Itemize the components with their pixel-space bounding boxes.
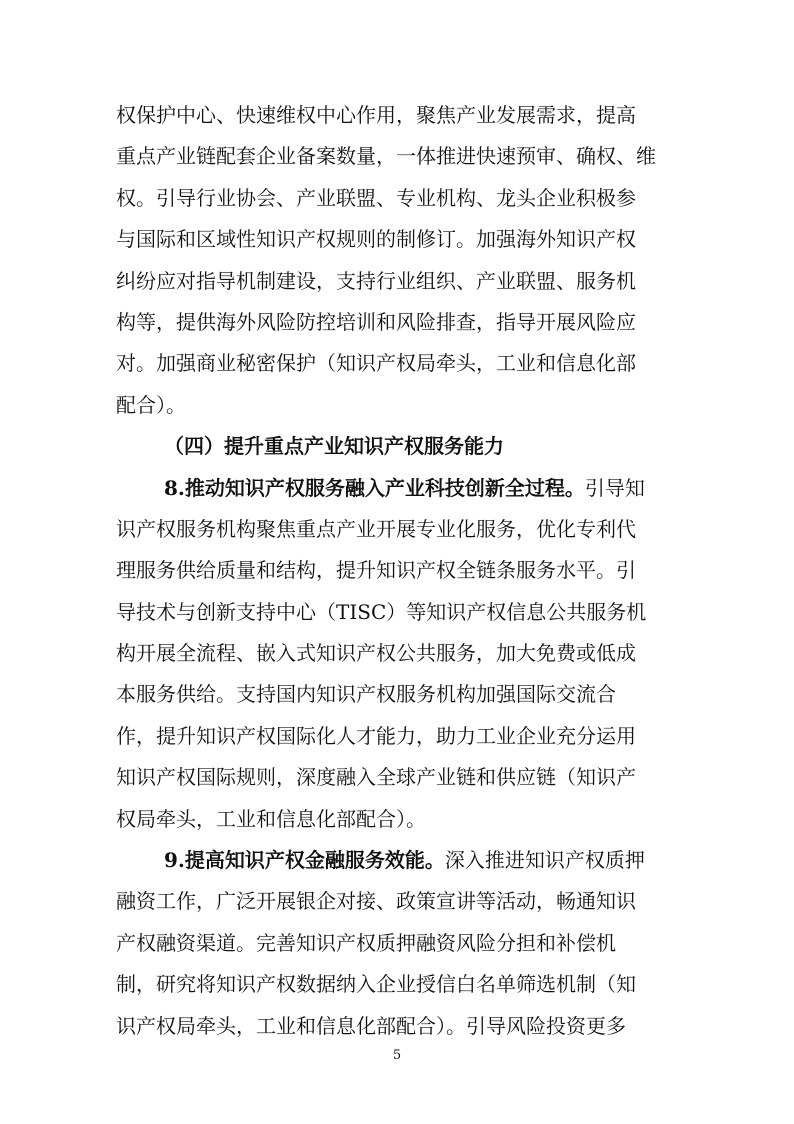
text-line: 产权融资渠道。完善知识产权质押融资风险分担和补偿机 [116,930,616,955]
text-line: 知识产权国际规则，深度融入全球产业链和供应链（知识产 [116,765,636,790]
text-line: 与国际和区域性知识产权规则的制修订。加强海外知识产权 [116,227,636,252]
item-8-first-line [116,468,680,509]
text-line: 配合）。 [116,392,186,417]
item-9-title: 9.提高知识产权金融服务效能。 [164,848,445,873]
text-line: 理服务供给质量和结构，提升知识产权全链条服务水平。引 [116,558,636,583]
text-line: 导技术与创新支持中心（TISC）等知识产权信息公共服务机 [116,599,647,624]
text-line: 识产权局牵头，工业和信息化部配合）。引导风险投资更多 [116,1013,626,1038]
text-line: 识产权服务机构聚焦重点产业开展专业化服务，优化专利代 [116,516,636,541]
item-9-first-text: 深入推进知识产权质押 [444,848,645,873]
text-line: 融资工作，广泛开展银企对接、政策宣讲等活动，畅通知识 [116,889,636,914]
text-line: 本服务供给。支持国内知识产权服务机构加强国际交流合 [116,682,616,707]
page-number: 5 [392,1048,402,1063]
item-8-title: 8.推动知识产权服务融入产业科技创新全过程。 [164,475,585,500]
document-body [116,95,680,1047]
text-line: 构等，提供海外风险防控培训和风险排查，指导开展风险应 [116,309,636,334]
text-line: 权保护中心、快速维权中心作用，聚焦产业发展需求，提高 [116,103,636,127]
paragraph-item-9 [116,840,680,1047]
item-8-first-text: 引导知 [584,475,645,500]
item-9-first-line [116,840,680,881]
text-line: 权。引导行业协会、产业联盟、专业机构、龙头企业积极参 [116,185,636,210]
text-line: 权局牵头，工业和信息化部配合）。 [116,806,426,831]
paragraph-item-8 [116,468,680,841]
text-line: 构开展全流程、嵌入式知识产权公共服务，加大免费或低成 [116,641,636,666]
text-line: 对。加强商业秘密保护（知识产权局牵头，工业和信息化部 [116,351,636,376]
text-line: 纠纷应对指导机制建设，支持行业组织、产业联盟、服务机 [116,268,636,293]
paragraph-ip-protection [116,95,680,426]
text-line: 作，提升知识产权国际化人才能力，助力工业企业充分运用 [116,723,636,748]
section-heading: （四）提升重点产业知识产权服务能力 [164,434,504,459]
text-line: 制，研究将知识产权数据纳入企业授信白名单筛选机制（知 [116,972,636,997]
text-line: 重点产业链配套企业备案数量，一体推进快速预审、确权、维 [116,144,656,169]
